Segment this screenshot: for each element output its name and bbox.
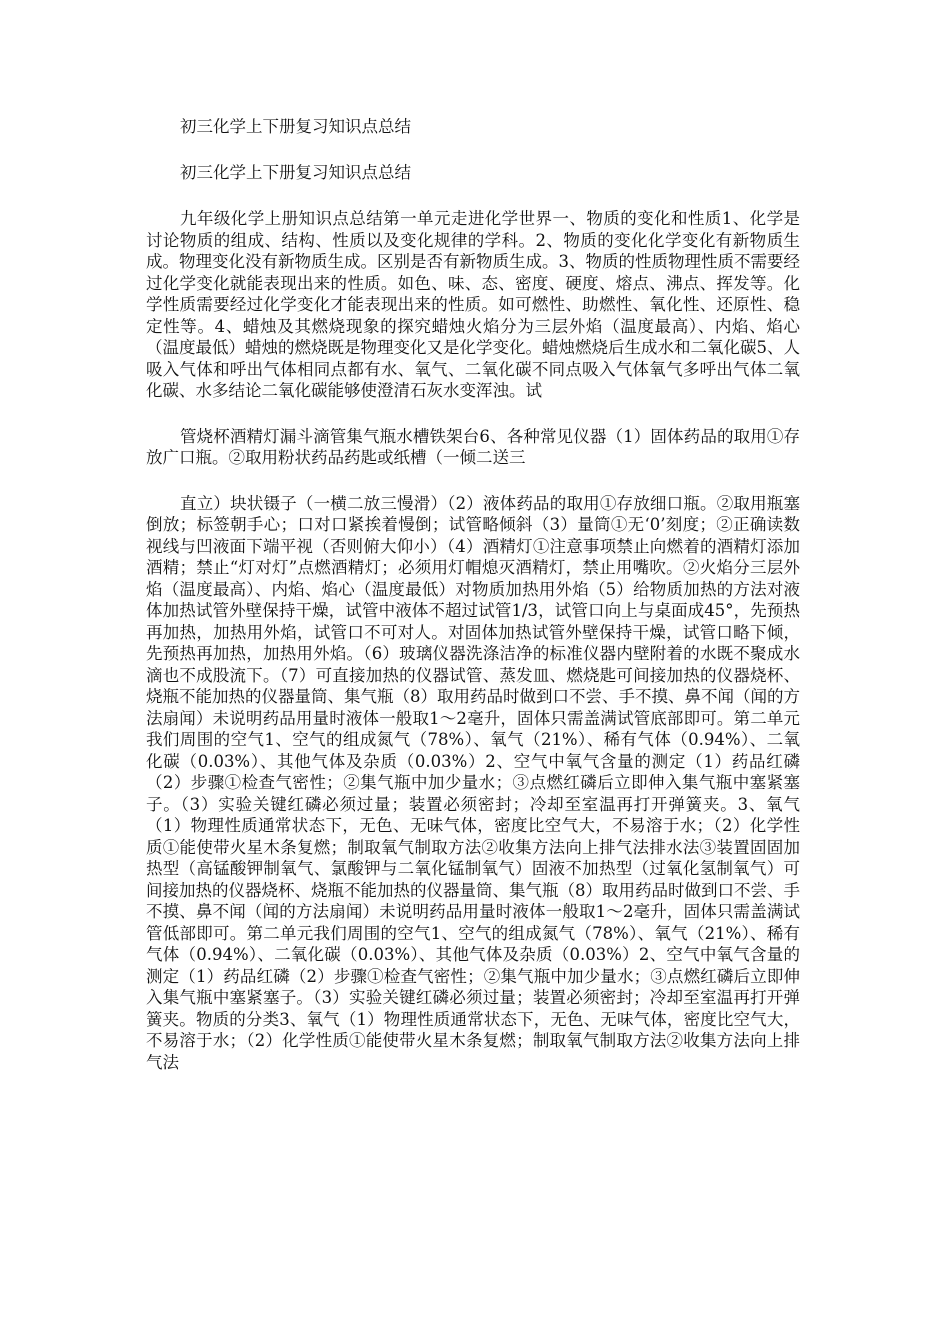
paragraph-lab-operations-air: 直立）块状镊子（一横二放三慢滑）（2）液体药品的取用①存放细口瓶。②取用瓶塞倒放；标签朝手心；口对口紧挨着慢倒；试管略倾斜（3）量筒①无‘0’刻度；②正确读数视线与凹液面下端平视（否则俯大仰小）（4）酒精灯①注意事项禁止向燃着的酒精灯添加酒精；禁止“灯对灯”点燃酒精灯；必须用灯帽熄灭酒精灯，禁止用嘴吹。②火焰分三层外焰（温度最高）、内焰、焰心（温度最低）对物质加热用外焰（5）给物质加热的方法对液体加热试管外壁保持干燥，试管中液体不超过试管1/3，试管口向上与桌面成45°，先预热再加热，加热用外焰，试管口不可对人。对固体加热试管外壁保持干燥，试管口略下倾，先预热再加热，加热用外焰。（6）玻璃仪器洗涤洁净的标准仪器内壁附着的水既不聚成水滴也不成股流下。（7）可直接加热的仪器试管、蒸发皿、燃烧匙可间接加热的仪器烧杯、烧瓶不能加热的仪器量筒、集气瓶（8）取用药品时做到口不尝、手不摸、鼻不闻（闻的方法扇闻）未说明药品用量时液体一般取1～2毫升，固体只需盖满试管底部即可。第二单元我们周围的空气1、空气的组成氮气（78%）、氧气（21%）、稀有气体（0.94%）、二氧化碳（0.03%）、其他气体及杂质（0.03%）2、空气中氧气含量的测定（1）药品红磷（2）步骤①检查气密性；②集气瓶中加少量水；③点燃红磷后立即伸入集气瓶中塞紧塞子。（3）实验关键红磷必须过量；装置必须密封；冷却至室温再打开弹簧夹。3、氧气（1）物理性质通常状态下，无色、无味气体，密度比空气大，不易溶于水；（2）化学性质①能使带火星木条复燃；制取氧气制取方法②收集方法向上排气法排水法③装置固固加热型（高锰酸钾制氧气、氯酸钾与二氧化锰制氧气）固液不加热型（过氧化氢制氧气）可间接加热的仪器烧杯、烧瓶不能加热的仪器量筒、集气瓶（8）取用药品时做到口不尝、手不摸、鼻不闻（闻的方法扇闻）未说明药品用量时液体一般取1～2毫升，固体只需盖满试管低部即可。第二单元我们周围的空气1、空气的组成氮气（78%）、氧气（21%）、稀有气体（0.94%）、二氧化碳（0.03%）、其他气体及杂质（0.03%）2、空气中氧气含量的测定（1）药品红磷（2）步骤①检查气密性；②集气瓶中加少量水；③点燃红磷后立即伸入集气瓶中塞紧塞子。（3）实验关键红磷必须过量；装置必须密封；冷却至室温再打开弹簧夹。物质的分类3、氧气（1）物理性质通常状态下，无色、无味气体，密度比空气大，不易溶于水；（2）化学性质①能使带火星木条复燃；制取氧气制取方法②收集方法向上排气法	[146, 493, 800, 1072]
paragraph-unit-one-intro: 九年级化学上册知识点总结第一单元走进化学世界一、物质的变化和性质1、化学是讨论物质的组成、结构、性质以及变化规律的学科。2、物质的变化化学变化有新物质生成。物理变化没有新物质生成。区别是否有新物质生成。3、物质的性质物理性质不需要经过化学变化就能表现出来的性质。如色、味、态、密度、硬度、熔点、沸点、挥发等。化学性质需要经过化学变化才能表现出来的性质。如可燃性、助燃性、氧化性、还原性、稳定性等。4、蜡烛及其燃烧现象的探究蜡烛火焰分为三层外焰（温度最高）、内焰、焰心（温度最低）蜡烛的燃烧既是物理变化又是化学变化。蜡烛燃烧后生成水和二氧化碳5、人吸入气体和呼出气体相同点都有水、氧气、二氧化碳不同点吸入气体氧气多呼出气体二氧化碳、水多结论二氧化碳能够使澄清石灰水变浑浊。试	[146, 209, 800, 400]
document-title: 初三化学上下册复习知识点总结	[180, 117, 411, 136]
paragraph-instruments: 管烧杯酒精灯漏斗滴管集气瓶水槽铁架台6、各种常见仪器（1）固体药品的取用①存放广口瓶。②取用粉状药品药匙或纸槽（一倾二送三	[146, 426, 800, 467]
document-subtitle: 初三化学上下册复习知识点总结	[180, 163, 411, 182]
